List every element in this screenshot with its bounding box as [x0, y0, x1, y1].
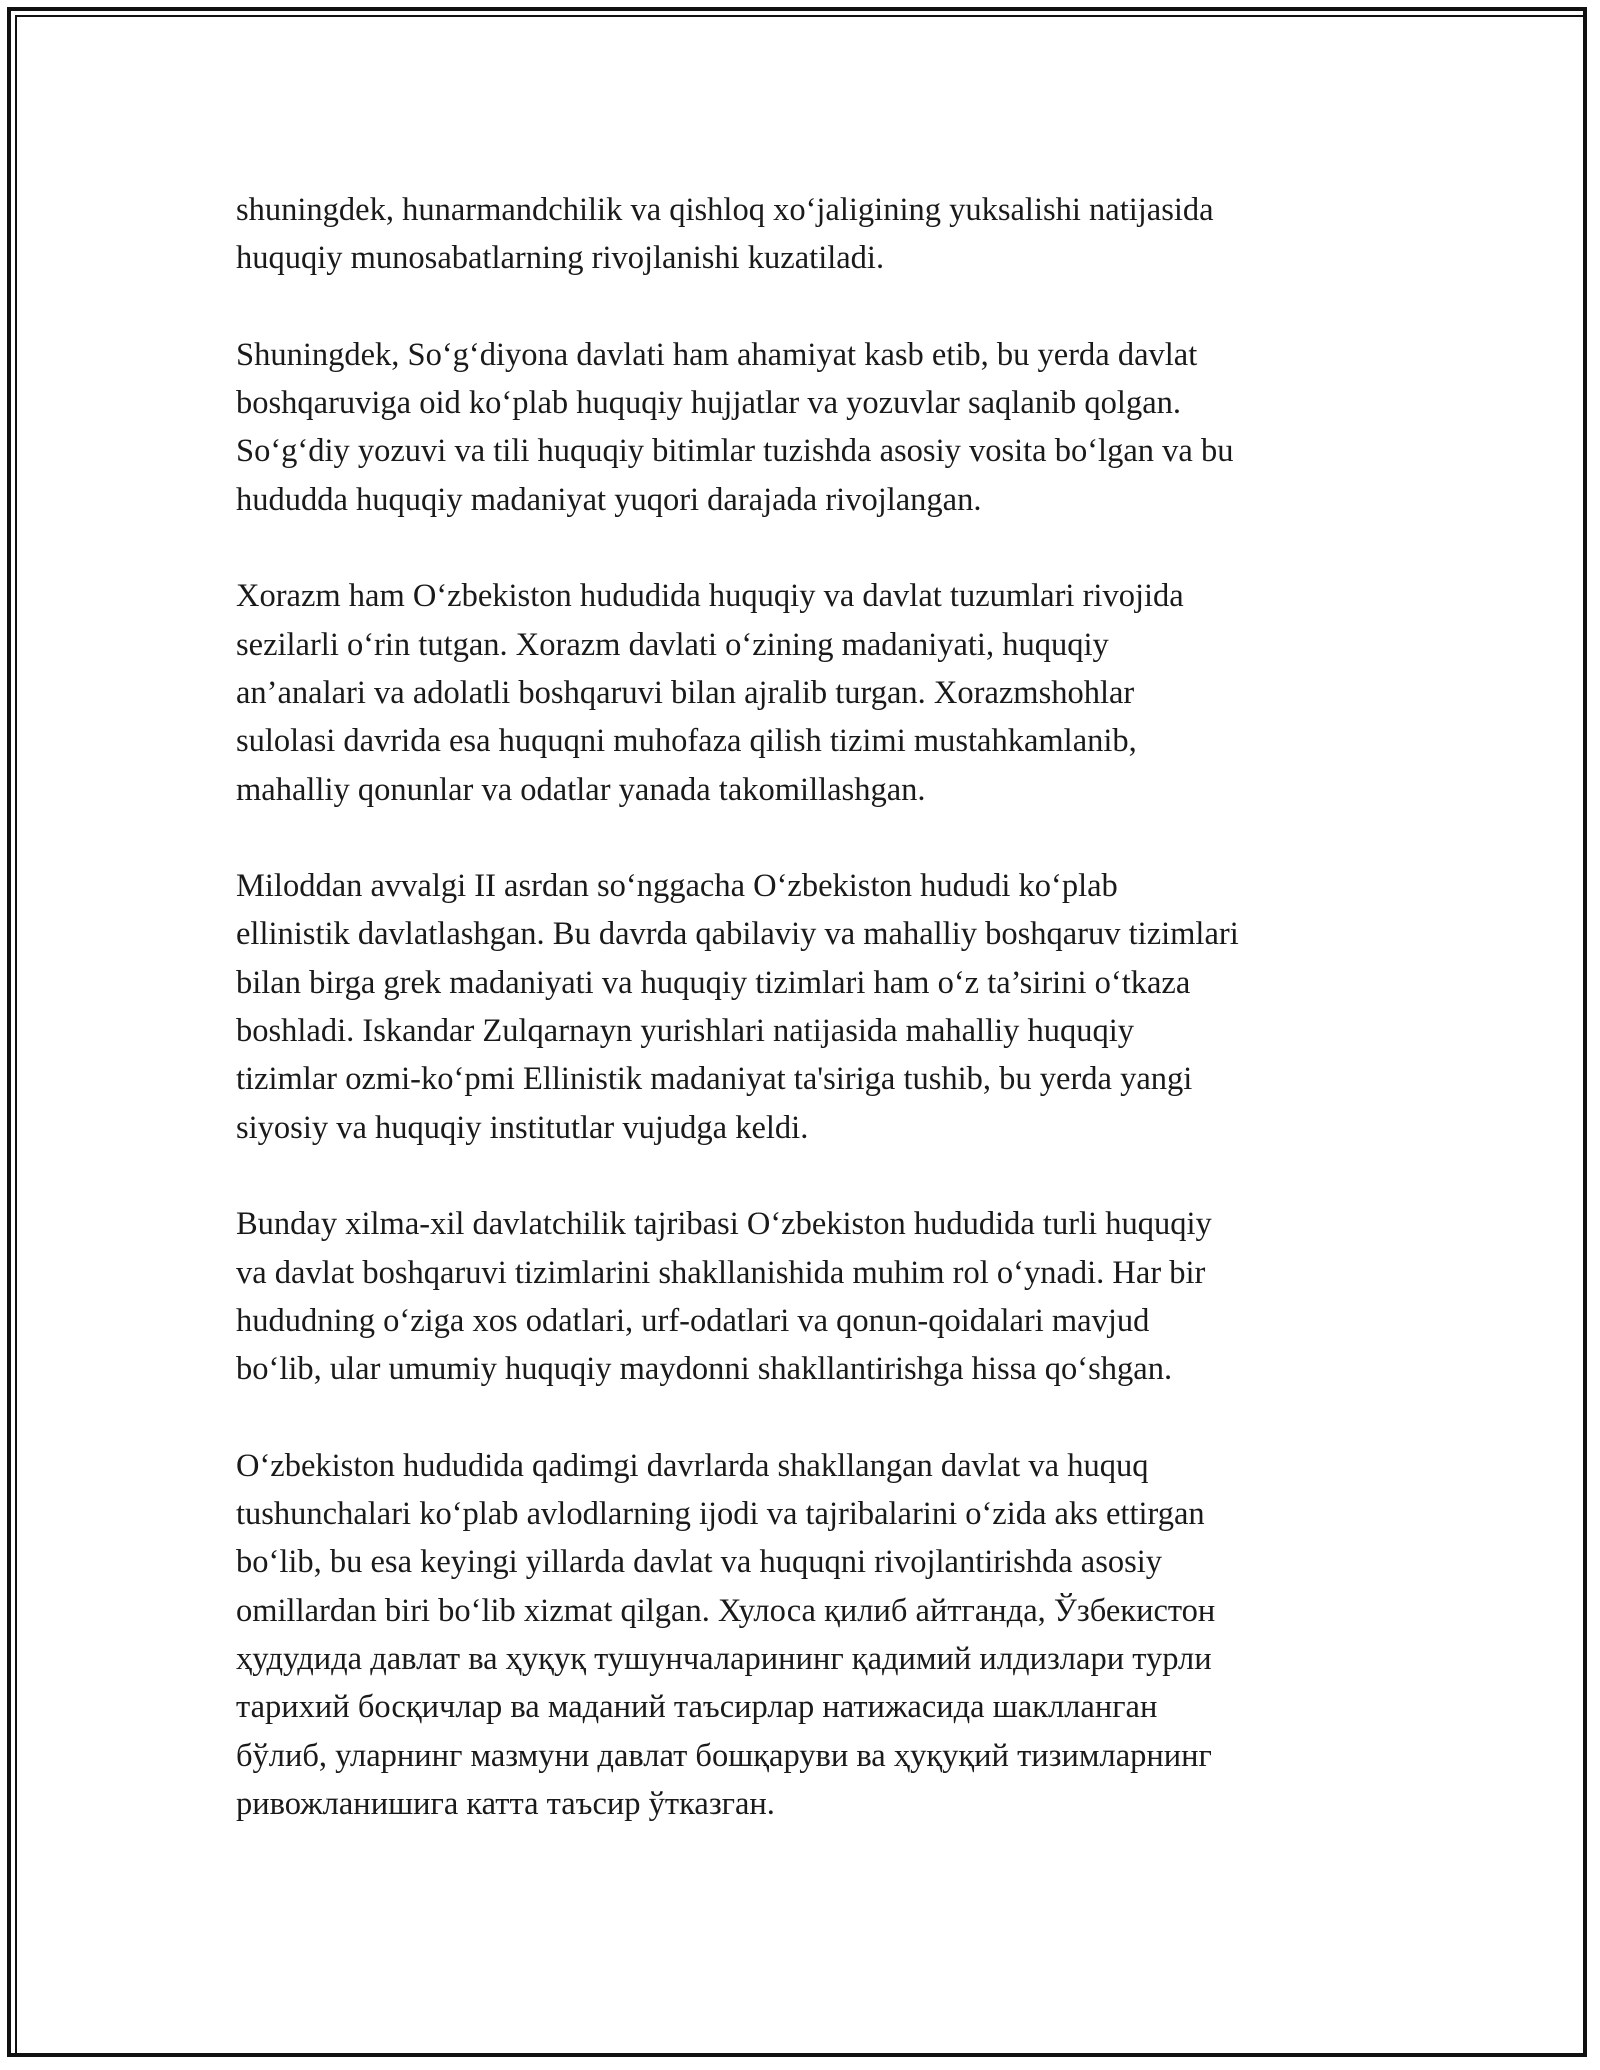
- paragraph: Bunday xilma-xil davlatchilik tajribasi O‘zbekiston hududida turli huquqiy va davlat boshqaruvi tizimlarini shakllanishida muhim rol o‘ynadi. Har bir hududning o‘ziga xos odatlari, urf-odatlari va qonun-qoidalari mavjud bo‘lib, ular umumiy huquqiy maydonni shakllantirishga hissa qo‘shgan.: [236, 1206, 1212, 1388]
- paragraph: Xorazm ham O‘zbekiston hududida huquqiy va davlat tuzumlari rivojida sezilarli o‘rin tutgan. Xorazm davlati o‘zining madaniyati, huquqiy an’analari va adolatli boshqaruvi bilan ajralib turgan. Xorazmshohlar sulolasi davrida esa huquqni muhofaza qilish tizimi mustahkamlanib, mahalliy qonunlar va odatlar yanada takomillashgan.: [236, 578, 1184, 808]
- paragraph: O‘zbekiston hududida qadimgi davrlarda shakllangan davlat va huquq tushunchalari ko‘plab avlodlarning ijodi va tajribalarini o‘zida aks ettirgan bo‘lib, bu esa keyingi yillarda davlat va huquqni rivojlantirishda asosiy omillardan biri bo‘lib xizmat qilgan. Хулоса қилиб айтганда, Ўзбекистон ҳудудида давлат ва ҳуқуқ тушунчаларининг қадимий илдизлари турли тарихий босқичлар ва маданий таъсирлар натижасида шаклланган бўлиб, уларнинг мазмуни давлат бошқаруви ва ҳуқуқий тизимларнинг ривожланишига катта таъсир ўтказган.: [236, 1447, 1216, 1822]
- paragraph: Miloddan avvalgi II asrdan so‘nggacha O‘zbekiston hududi ko‘plab ellinistik davlatlashgan. Bu davrda qabilaviy va mahalliy boshqaruv tizimlari bilan birga grek madaniyati va huquqiy tizimlari ham o‘z ta’sirini o‘tkaza boshladi. Iskandar Zulqarnayn yurishlari natijasida mahalliy huquqiy tizimlar ozmi-ko‘pmi Ellinistik madaniyat ta'siriga tushib, bu yerda yangi siyosiy va huquqiy institutlar vujudga keldi.: [236, 868, 1239, 1146]
- paragraph: shuningdek, hunarmandchilik va qishloq xo‘jaligining yuksalishi natijasida huquqiy munosabatlarning rivojlanishi kuzatiladi.: [236, 192, 1214, 277]
- paragraph: Shuningdek, So‘g‘diyona davlati ham ahamiyat kasb etib, bu yerda davlat boshqaruviga oid ko‘plab huquqiy hujjatlar va yozuvlar saqlanib qolgan. So‘g‘diy yozuvi va tili huquqiy bitimlar tuzishda asosiy vosita bo‘lgan va bu hududda huquqiy madaniyat yuqori darajada rivojlangan.: [236, 336, 1234, 518]
- document-body: [236, 186, 1386, 1876]
